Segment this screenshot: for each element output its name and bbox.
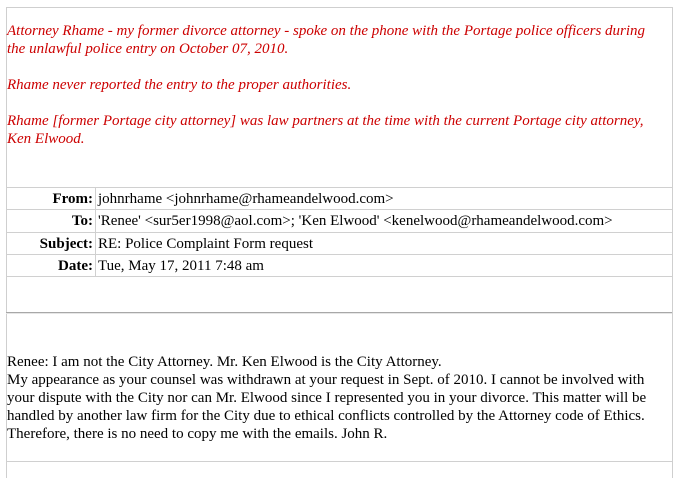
message-body — [7, 353, 667, 443]
from-value: johnrhame <johnrhame@rhameandelwood.com> — [98, 191, 394, 207]
message-body-line-2: My appearance as your counsel was withdrawn at your request in Sept. of 2010. I cannot be involved with your dispute with the City nor can Mr. Elwood since I represented you in your divorce. This matter will be handled by another law firm for the City due to ethical conflicts controlled by the Attorney code of Ethics. Therefore, there is no need to copy me with the emails. John R. — [7, 372, 647, 442]
message-body-line-1: Renee: I am not the City Attorney. Mr. Ken Elwood is the City Attorney. — [7, 354, 442, 370]
date-value: Tue, May 17, 2011 7:48 am — [98, 258, 264, 274]
to-label: To: — [71, 213, 93, 229]
to-value: 'Renee' <sur5er1998@aol.com>; 'Ken Elwood' <kenelwood@rhameandelwood.com> — [98, 213, 613, 229]
message-separator — [6, 312, 672, 314]
header-row-to — [6, 210, 672, 232]
annotation-paragraph-3: Rhame [former Portage city attorney] was law partners at the time with the current Portage city attorney, Ken Elwood. — [7, 113, 644, 147]
annotation-paragraph-2: Rhame never reported the entry to the proper authorities. — [7, 77, 352, 93]
subject-value: RE: Police Complaint Form request — [98, 236, 313, 252]
footer-rule — [6, 461, 672, 462]
date-label: Date: — [58, 258, 93, 274]
header-row-subject — [6, 233, 672, 255]
from-label: From: — [52, 191, 93, 207]
subject-label: Subject: — [39, 236, 93, 252]
annotation-paragraph-1: Attorney Rhame - my former divorce attorney - spoke on the phone with the Portage police officers during the unlawful police entry on October 07, 2010. — [7, 23, 646, 57]
header-row-date — [6, 255, 672, 277]
red-annotation-block — [7, 22, 667, 166]
header-row-from — [6, 188, 672, 210]
